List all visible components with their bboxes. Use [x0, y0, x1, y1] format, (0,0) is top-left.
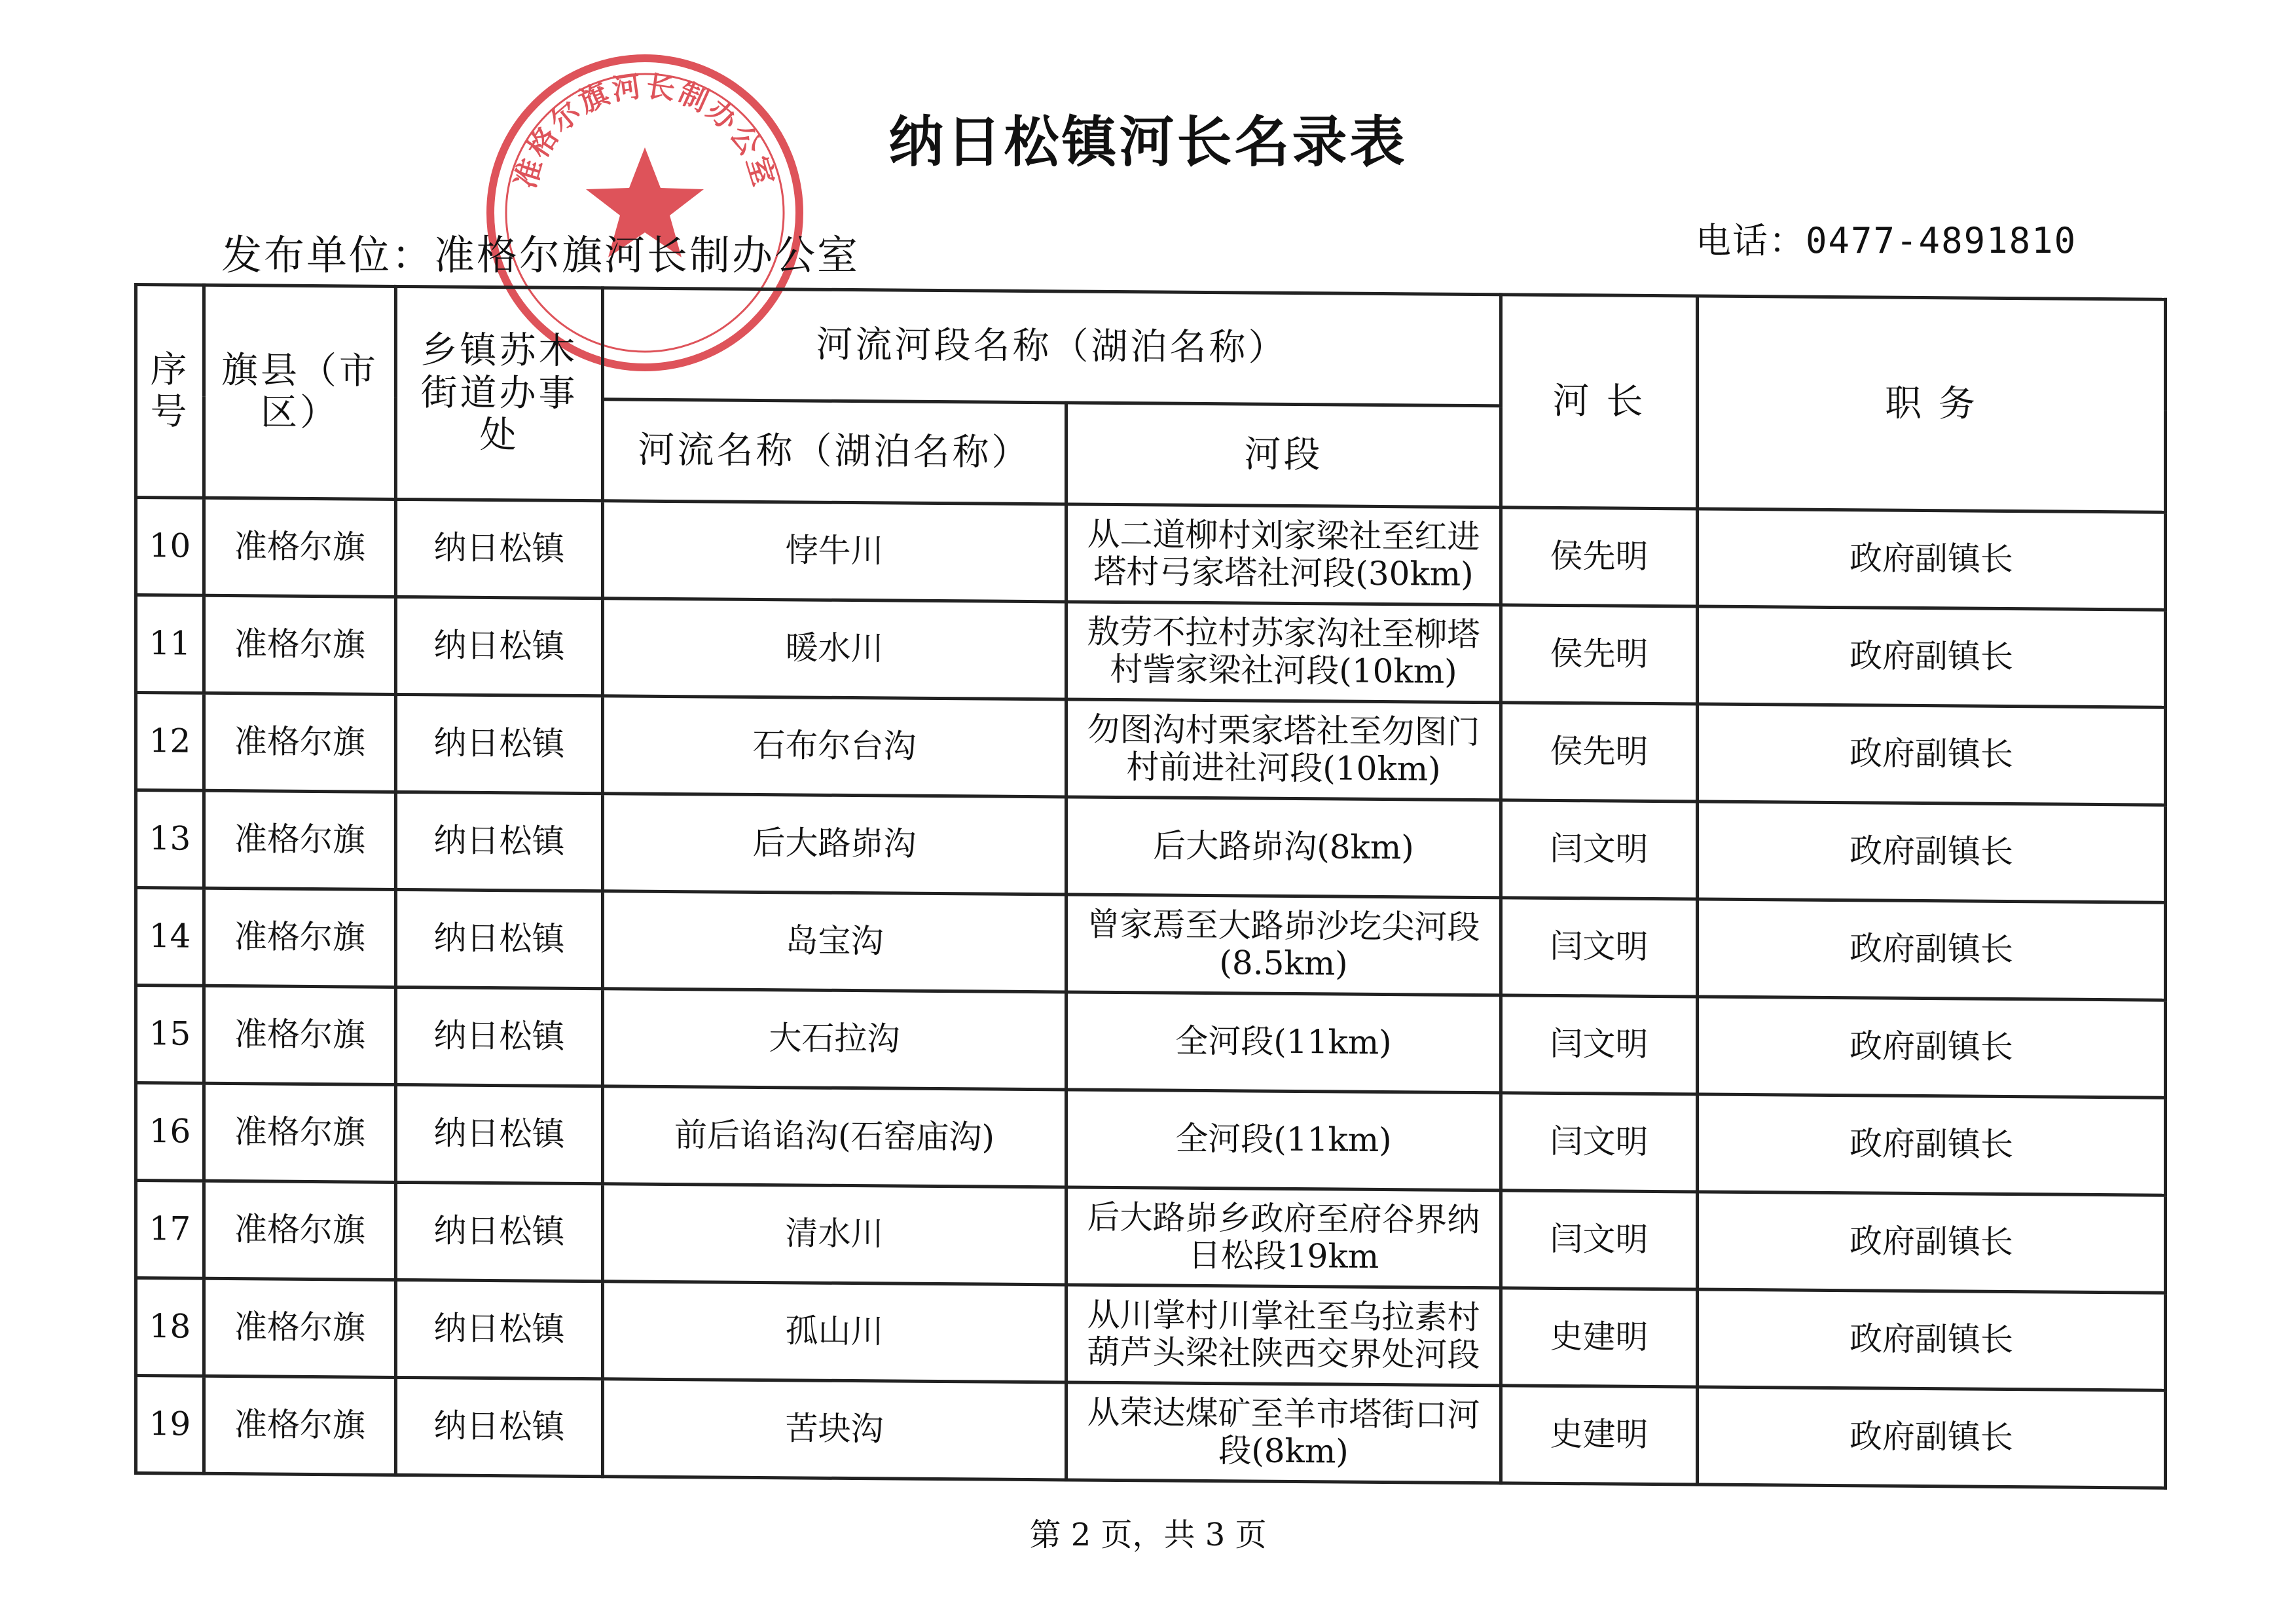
header-town: 乡镇苏木街道办事处 [396, 286, 603, 500]
table-row [136, 986, 2166, 1098]
phone-label: 电话： [1696, 220, 1806, 261]
cell-river: 悖牛川 [603, 501, 1066, 602]
publisher-label: 发布单位： [221, 231, 435, 279]
table-row [136, 1278, 2166, 1391]
cell-town: 纳日松镇 [396, 694, 603, 793]
cell-county: 准格尔旗 [204, 1376, 396, 1475]
cell-segment: 曾家焉至大路峁沙圪尖河段(8.5km) [1066, 895, 1501, 995]
cell-chief: 闫文明 [1501, 800, 1698, 899]
cell-town: 纳日松镇 [396, 597, 603, 695]
header-chief: 河 长 [1501, 295, 1698, 509]
table-row [136, 1181, 2166, 1293]
cell-chief: 侯先明 [1501, 605, 1698, 704]
cell-river: 后大路峁沟 [603, 794, 1066, 895]
cell-segment: 后大路峁沟(8km) [1066, 797, 1501, 898]
cell-segment: 敖劳不拉村苏家沟社至柳塔村訾家梁社河段(10km) [1066, 602, 1501, 703]
cell-segment: 后大路峁乡政府至府谷界纳日松段19km [1066, 1187, 1501, 1288]
cell-county: 准格尔旗 [204, 595, 396, 694]
header-river-group: 河流河段名称（湖泊名称） [603, 288, 1501, 406]
cell-segment: 全河段(11km) [1066, 992, 1501, 1093]
phone-line [1696, 213, 2077, 263]
header-index: 序号 [136, 285, 204, 498]
table-row [136, 790, 2166, 903]
table-row [136, 595, 2166, 708]
cell-river: 石布尔台沟 [603, 696, 1066, 797]
cell-county: 准格尔旗 [204, 790, 396, 889]
header-river-name: 河流名称（湖泊名称） [603, 399, 1066, 504]
cell-chief: 闫文明 [1501, 1093, 1698, 1192]
cell-position: 政府副镇长 [1698, 704, 2166, 805]
cell-town: 纳日松镇 [396, 889, 603, 988]
cell-index: 13 [136, 790, 204, 889]
cell-position: 政府副镇长 [1698, 1289, 2166, 1390]
header-segment: 河段 [1066, 403, 1501, 507]
cell-river: 苦块沟 [603, 1379, 1066, 1480]
cell-segment: 从荣达煤矿至羊市塔街口河段(8km) [1066, 1382, 1501, 1483]
cell-segment: 从川掌村川掌社至乌拉素村葫芦头梁社陕西交界处河段 [1066, 1285, 1501, 1386]
cell-position: 政府副镇长 [1698, 606, 2166, 707]
cell-chief: 闫文明 [1501, 995, 1698, 1094]
cell-river: 岛宝沟 [603, 891, 1066, 992]
cell-town: 纳日松镇 [396, 499, 603, 598]
cell-chief: 史建明 [1501, 1288, 1698, 1387]
seal-text: 准格尔旗河长制办公室 [509, 69, 781, 193]
cell-index: 12 [136, 693, 204, 791]
cell-river: 前后谄谄沟(石窑庙沟) [603, 1086, 1066, 1187]
cell-index: 16 [136, 1083, 204, 1181]
table-row [136, 1083, 2166, 1196]
cell-chief: 闫文明 [1501, 898, 1698, 997]
cell-chief: 侯先明 [1501, 703, 1698, 802]
page-number-footer: 第 2 页，共 3 页 [1029, 1517, 1267, 1553]
cell-position: 政府副镇长 [1698, 802, 2166, 902]
cell-county: 准格尔旗 [204, 986, 396, 1084]
cell-index: 11 [136, 595, 204, 693]
cell-river: 孤山川 [603, 1282, 1066, 1382]
cell-county: 准格尔旗 [204, 1278, 396, 1377]
cell-index: 14 [136, 888, 204, 986]
cell-county: 准格尔旗 [204, 693, 396, 792]
publisher-line [221, 223, 860, 281]
table-row [136, 888, 2166, 1001]
cell-county: 准格尔旗 [204, 498, 396, 597]
cell-position: 政府副镇长 [1698, 1387, 2166, 1488]
cell-index: 15 [136, 986, 204, 1084]
cell-segment: 全河段(11km) [1066, 1090, 1501, 1190]
cell-index: 10 [136, 498, 204, 596]
cell-river: 暖水川 [603, 599, 1066, 699]
table-row [136, 693, 2166, 805]
cell-position: 政府副镇长 [1698, 899, 2166, 1000]
cell-chief: 闫文明 [1501, 1190, 1698, 1289]
cell-chief: 史建明 [1501, 1386, 1698, 1485]
header-county: 旗县（市区） [204, 285, 396, 499]
cell-segment: 从二道柳村刘家梁社至红进塔村弓家塔社河段(30km) [1066, 504, 1501, 605]
cell-town: 纳日松镇 [396, 1182, 603, 1281]
cell-position: 政府副镇长 [1698, 509, 2166, 610]
cell-river: 清水川 [603, 1184, 1066, 1285]
publisher-value: 准格尔旗河长制办公室 [434, 231, 860, 279]
cell-index: 19 [136, 1376, 204, 1474]
cell-town: 纳日松镇 [396, 1280, 603, 1378]
cell-position: 政府副镇长 [1698, 1192, 2166, 1293]
cell-county: 准格尔旗 [204, 1083, 396, 1182]
cell-index: 17 [136, 1181, 204, 1279]
cell-town: 纳日松镇 [396, 1377, 603, 1476]
cell-town: 纳日松镇 [396, 987, 603, 1086]
phone-number: 0477-4891810 [1806, 220, 2077, 261]
river-chief-table [134, 283, 2167, 1490]
cell-river: 大石拉沟 [603, 989, 1066, 1090]
header-position: 职 务 [1698, 296, 2166, 512]
cell-county: 准格尔旗 [204, 1181, 396, 1280]
cell-segment: 勿图沟村栗家塔社至勿图门村前进社河段(10km) [1066, 699, 1501, 800]
cell-chief: 侯先明 [1501, 507, 1698, 606]
cell-index: 18 [136, 1278, 204, 1376]
table-row [136, 498, 2166, 610]
cell-town: 纳日松镇 [396, 1084, 603, 1183]
cell-position: 政府副镇长 [1698, 1094, 2166, 1195]
table-row [136, 1376, 2166, 1488]
page-title: 纳日松镇河长名录表 [888, 110, 1408, 174]
cell-town: 纳日松镇 [396, 792, 603, 891]
cell-position: 政府副镇长 [1698, 997, 2166, 1098]
cell-county: 准格尔旗 [204, 888, 396, 987]
